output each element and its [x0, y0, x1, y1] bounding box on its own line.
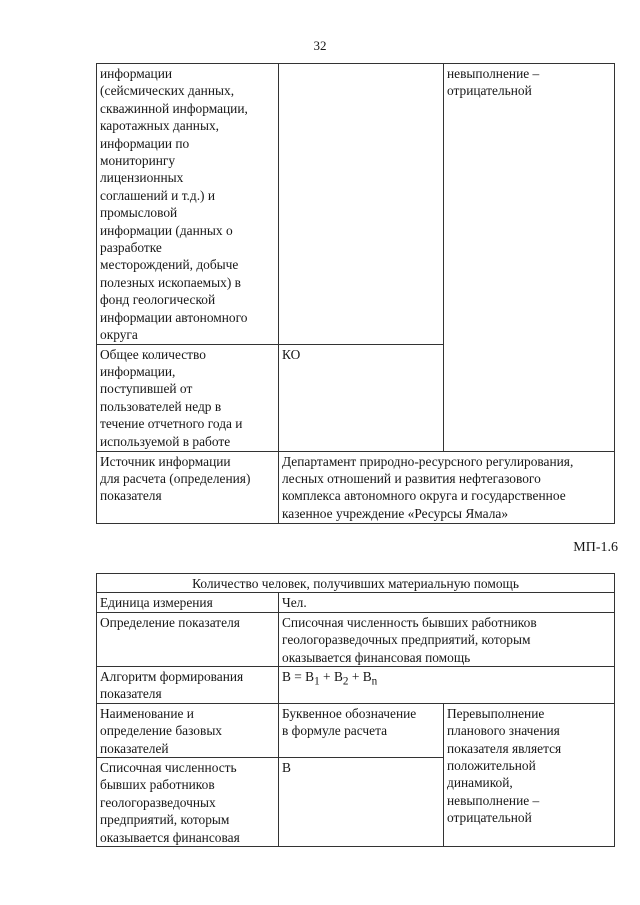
text-line: Департамент природно-ресурсного регулирования,: [282, 453, 574, 469]
symbol-header-cell: [279, 703, 444, 757]
page-number: 32: [313, 38, 327, 53]
text-line: фонд геологической: [100, 292, 216, 308]
text-line: Наименование и: [100, 705, 194, 721]
text-line: полезных ископаемых) в: [100, 274, 241, 290]
text-line: Алгоритм формирования: [100, 669, 244, 685]
text-line: мониторингу: [100, 153, 176, 169]
text-line: Источник информации: [100, 453, 231, 469]
text-line: используемой в работе: [100, 433, 231, 449]
text-line: геологоразведочных предприятий, которым: [282, 632, 531, 648]
text-line: предприятий, которым: [100, 812, 230, 828]
source-label-cell: [97, 451, 279, 523]
text-line: разработке: [100, 240, 162, 256]
text-line: оказывается финансовая помощь: [282, 649, 471, 665]
text-line: положительной: [447, 758, 536, 774]
text-line: Общее количество: [100, 346, 206, 362]
text-line: бывших работников: [100, 777, 215, 793]
text-line: лесных отношений и развития нефтегазового: [282, 470, 541, 486]
table-row: [97, 703, 615, 757]
formula-text: $B = B_1 + B_2 + B_n$: [282, 669, 378, 688]
algorithm-label-cell: [97, 667, 279, 704]
text-line: геологоразведочных: [100, 794, 216, 810]
text-line: оказывается финансовая: [100, 829, 240, 845]
base-symbol-cell: B: [279, 758, 444, 847]
text-line: соглашений и т.д.) и: [100, 187, 216, 203]
text-line: Буквенное обозначение: [282, 705, 417, 721]
text-line: информации,: [100, 363, 176, 379]
indicator-table-continued: [96, 63, 615, 524]
text-line: показателя: [100, 488, 162, 504]
information-volume-cell: [97, 64, 279, 345]
empty-cell: [279, 64, 444, 345]
evaluation-cell: [444, 64, 615, 452]
text-line: определение базовых: [100, 723, 223, 739]
text-line: казенное учреждение «Ресурсы Ямала»: [282, 505, 509, 521]
text-line: каротажных данных,: [100, 118, 220, 134]
text-line: показателя является: [447, 740, 562, 756]
text-line: для расчета (определения): [100, 470, 251, 486]
text-line: информации по: [100, 135, 190, 151]
table-row: [97, 451, 615, 523]
text-line: невыполнение –: [447, 792, 540, 808]
text-line: Списочная численность бывших работников: [282, 614, 537, 630]
text-line: (сейсмических данных,: [100, 83, 235, 99]
text-line: показателя: [100, 686, 162, 702]
evaluation-cell: [444, 703, 615, 846]
table-row: [97, 593, 615, 612]
indicator-table-mp-1-6: [96, 573, 615, 847]
base-item-cell: [97, 758, 279, 847]
symbol-ko-cell: КО: [279, 344, 444, 451]
table-row: [97, 667, 615, 704]
text-line: месторождений, добыче: [100, 257, 239, 273]
table-row: [97, 64, 615, 345]
indicator-code: МП-1.6: [573, 540, 618, 555]
unit-value-cell: Чел.: [279, 593, 615, 612]
text-line: информации (данных о: [100, 222, 233, 238]
text-line: комплекса автономного округа и государственное: [282, 488, 566, 504]
text-line: невыполнение –: [447, 66, 540, 81]
unit-label-cell: Единица измерения: [97, 593, 279, 612]
text-line: поступившей от: [100, 381, 193, 397]
table-row: [97, 574, 615, 593]
text-line: округа: [100, 327, 138, 343]
definition-label-cell: Определение показателя: [97, 612, 279, 666]
indicator-title: Количество человек, получивших материальную помощь: [97, 574, 615, 593]
text-line: в формуле расчета: [282, 723, 388, 739]
text-line: отрицательной: [447, 83, 532, 99]
text-line: промысловой: [100, 205, 178, 221]
base-label-cell: [97, 703, 279, 757]
formula-cell: [279, 667, 615, 704]
text-line: пользователей недр в: [100, 398, 222, 414]
text-line: показателей: [100, 740, 169, 756]
definition-value-cell: [279, 612, 615, 666]
text-line: лицензионных: [100, 170, 184, 186]
text-line: отрицательной: [447, 810, 532, 826]
text-line: течение отчетного года и: [100, 416, 243, 432]
source-value-cell: [279, 451, 615, 523]
text-line: информации: [100, 66, 173, 81]
text-line: Списочная численность: [100, 760, 237, 776]
text-line: динамикой,: [447, 775, 513, 791]
table-row: [97, 612, 615, 666]
text-line: информации автономного: [100, 309, 248, 325]
text-line: Перевыполнение: [447, 705, 545, 721]
total-information-cell: [97, 344, 279, 451]
text-line: скважинной информации,: [100, 100, 248, 116]
text-line: планового значения: [447, 723, 560, 739]
